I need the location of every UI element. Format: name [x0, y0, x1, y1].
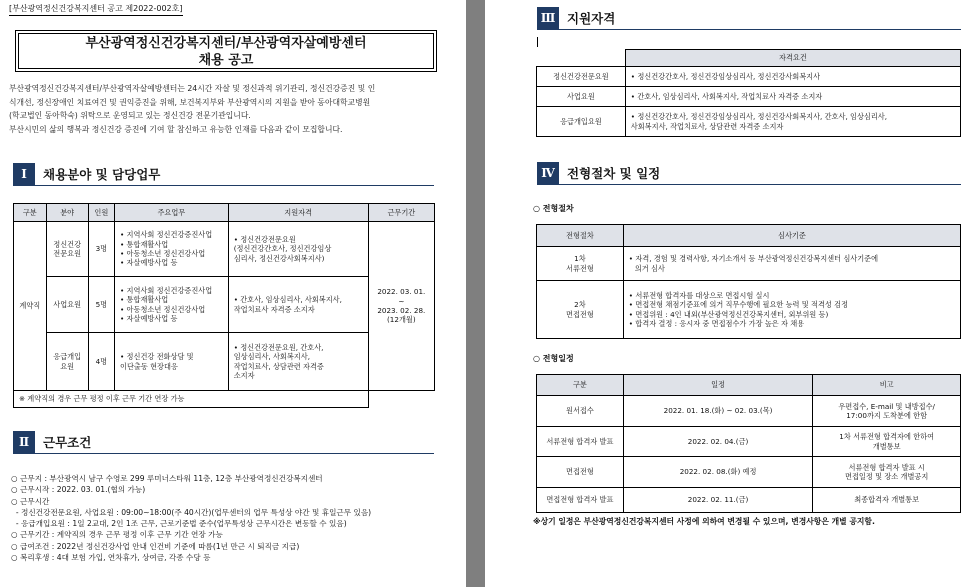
schedule-table — [536, 374, 961, 513]
note-cell — [813, 396, 961, 427]
note-line: 서류전형 합격자 발표 시 — [848, 462, 925, 472]
col-header: 구분 — [14, 204, 47, 222]
title-box — [15, 30, 437, 72]
col-header: 근무기간 — [368, 204, 434, 222]
criteria-cell — [623, 281, 960, 339]
row-label: 응급개입요원 — [537, 107, 626, 137]
category-cell: 계약직 — [14, 222, 47, 391]
blank-cell — [537, 50, 626, 67]
table-row — [537, 247, 961, 281]
qual-line: • 정신건강전문요원, 간호사, — [233, 342, 324, 352]
count-cell: 5명 — [88, 277, 114, 333]
list-item: ○ 근무시간 — [11, 496, 50, 506]
qual-line: • 간호사, 임상심리사, 사회복지사, — [233, 295, 342, 305]
criteria-line: • 합격자 결정 : 응시자 중 면접점수가 가장 높은 자 채용 — [628, 318, 805, 328]
schedule-footnote: ※상기 일정은 부산광역정신건강복지센터 사정에 의하여 변경될 수 있으며, 변경사항은 개별 공지함. — [533, 517, 875, 526]
duty-line: • 아동청소년 정신건강사업 — [120, 304, 206, 314]
duty-line: • 자살예방사업 등 — [120, 313, 178, 323]
stage-cell: 원서접수 — [537, 396, 624, 427]
field-cell: 사업요원 — [46, 277, 88, 333]
text-line: • 정신건강간호사, 정신건강임상심리사, 정신건강사회복지사, 간호사, 임상심리사, — [630, 112, 888, 122]
date-cell: 2022. 02. 04.(금) — [623, 427, 813, 457]
table-row — [537, 281, 961, 339]
criteria-line: • 면접전형 채점기준표에 의거 직무수행에 필요한 능력 및 적격성 검정 — [628, 300, 849, 310]
qual-line: 작업치료사 자격증 소지자 — [233, 304, 315, 314]
list-item: ○ 급여조건 : 2022년 정신건강사업 안내 인건비 기준에 따름(1년 만근 시 퇴직금 지급) — [11, 541, 300, 551]
table-row — [537, 107, 961, 137]
note-line: 우편접수, E-mail 및 내방접수/ — [838, 401, 935, 411]
intro-line: 부산광역정신건강복지센터/부산광역자살예방센터는 24시간 자살 및 정신과적 위기관리, 정신건강증진 및 인 — [9, 84, 376, 93]
table-row — [537, 67, 961, 87]
field-cell — [46, 222, 88, 277]
criteria-line: 의거 심사 — [634, 263, 665, 273]
table-row — [537, 427, 961, 457]
quals-cell — [228, 222, 368, 277]
section-3-heading — [537, 8, 961, 30]
note-cell — [813, 457, 961, 488]
qual-line: 심리사, 정신건강사회복지사) — [233, 253, 325, 263]
section-number: Ⅲ — [537, 7, 559, 29]
intro-line: (학교법인 동아학숙) 위탁으로 운영되고 있는 정신건강 전문기관입니다. — [9, 111, 251, 120]
section-title: 전형절차 및 일정 — [567, 166, 661, 181]
qual-line: 소지자 — [233, 370, 255, 380]
duty-line: • 통합재활사업 — [120, 295, 169, 305]
list-item: ○ 근무지 : 부산광역시 남구 수영로 299 루미너스타워 11층, 12층 부산광역정신건강복지센터 — [11, 474, 323, 483]
period-line: 2022. 03. 01. — [377, 287, 426, 297]
stage-line: 1차 — [574, 254, 586, 264]
duties-cell — [115, 333, 229, 391]
field-line: 정신건강 — [53, 239, 82, 249]
criteria-line: • 자격, 경험 및 경력사항, 자기소개서 등 부산광역정신건강복지센터 심사기준에 — [628, 254, 879, 264]
period-line: (12개월) — [387, 315, 416, 325]
list-item: ○ 근무기간 : 계약직의 경우 근무 평정 이후 근무 기간 연장 가능 — [11, 530, 223, 540]
qual-line: • 정신건강전문요원 — [233, 234, 296, 244]
stage-cell: 서류전형 합격자 발표 — [537, 427, 624, 457]
section-title: 채용분야 및 담당업무 — [43, 167, 161, 182]
field-line: 요원 — [60, 361, 75, 371]
section-4-heading — [537, 163, 961, 185]
criteria-line: • 서류전형 합격자를 대상으로 면접시험 실시 — [628, 290, 770, 300]
col-header: 주요업무 — [115, 204, 229, 222]
section-number: Ⅰ — [13, 163, 35, 185]
col-header: 자격요건 — [625, 50, 960, 67]
col-header: 전형절차 — [537, 225, 624, 247]
intro-line: 부산시민의 삶의 행복과 정신건강 증진에 기여 할 참신하고 유능한 인재를 다음과 같이 모집합니다. — [9, 124, 343, 134]
field-line: 전문요원 — [53, 249, 82, 258]
col-header: 일정 — [623, 375, 813, 396]
duty-line: • 정신건강 전화상담 및 — [120, 352, 194, 362]
duties-cell — [115, 277, 229, 333]
text-cursor — [537, 37, 538, 47]
row-text — [625, 107, 960, 137]
date-cell: 2022. 02. 11.(금) — [623, 488, 813, 513]
duty-line: • 통합재활사업 — [120, 239, 169, 249]
quals-cell — [228, 277, 368, 333]
text-line: 사회복지사, 작업치료사, 상담관련 자격증 소지자 — [630, 121, 784, 131]
count-cell: 4명 — [88, 333, 114, 391]
list-item: - 응급개입요원 : 1일 2교대, 2인 1조 근무, 근로기준법 준수(업무특성상 근무시간은 변동할 수 있음) — [11, 519, 347, 529]
duty-line: • 지역사회 정신건강증진사업 — [120, 285, 213, 295]
section-title: 근무조건 — [43, 435, 92, 450]
table-row — [537, 457, 961, 488]
intro-line: 식개선, 정신장애인 치료여건 및 권익증진을 위해, 보건복지부와 부산광역시의 지원을 받아 동아대학교병원 — [9, 97, 371, 107]
table-row — [14, 222, 435, 277]
table-row — [14, 391, 435, 408]
table-row — [537, 396, 961, 427]
section-1-heading — [13, 164, 434, 186]
procedure-subheading: ○ 전형절차 — [533, 204, 574, 213]
list-item: ○ 근무시작 : 2022. 03. 01.(협의 가능) — [11, 485, 146, 495]
stage-line: 서류전형 — [566, 263, 594, 273]
field-line: 응급개입 — [53, 352, 82, 362]
duty-line: • 아동청소년 정신건강사업 — [120, 249, 206, 258]
title-line-2: 채용 공고 — [198, 53, 254, 68]
note-line: 면접일정 및 장소 개별공지 — [845, 472, 929, 481]
qualification-table — [536, 49, 961, 137]
period-line: ~ — [398, 296, 405, 306]
table-row — [537, 87, 961, 107]
criteria-line: • 면접위원 : 4인 내외(부산광역정신건강복지센터, 외부위원 등) — [628, 309, 829, 319]
count-cell: 3명 — [88, 222, 114, 277]
date-cell: 2022. 02. 08.(화) 예정 — [623, 457, 813, 488]
period-cell — [368, 222, 434, 391]
list-item: ○ 복리후생 : 4대 보험 가입, 연차휴가, 상여금, 각종 수당 등 — [11, 553, 211, 563]
duty-line: • 지역사회 정신건강증진사업 — [120, 230, 213, 240]
col-header: 구분 — [537, 375, 624, 396]
document-page-right — [485, 0, 969, 587]
note-line: 17:00까지 도착분에 한함 — [846, 411, 928, 420]
row-text: • 정신건강간호사, 정신건강임상심리사, 정신건강사회복지사 — [625, 67, 960, 87]
schedule-subheading: ○ 전형일정 — [533, 354, 574, 363]
note-line: 1차 서류전형 합격자에 한하여 — [839, 432, 935, 442]
duty-line: • 자살예방사업 등 — [120, 258, 178, 268]
stage-line: 면접전형 — [566, 309, 594, 319]
qual-line: 작업치료사, 상담관련 자격증 — [233, 361, 324, 371]
qual-line: 임상심리사, 사회복지사, — [233, 352, 310, 362]
period-line: 2023. 02. 28. — [377, 306, 426, 315]
working-conditions-list — [11, 473, 463, 563]
col-header: 비고 — [813, 375, 961, 396]
duty-line: 이단출동 현장대응 — [120, 361, 178, 371]
stage-cell: 면접전형 합격자 발표 — [537, 488, 624, 513]
notice-number: [부산광역정신건강복지센터 공고 제2022-002호] — [9, 3, 183, 16]
title-line-1: 부산광역정신건강복지센터/부산광역자살예방센터 — [85, 36, 367, 51]
duties-cell — [115, 222, 229, 277]
stage-line: 2차 — [574, 300, 586, 310]
table-note: ※ 계약직의 경우 근무 평정 이후 근무 기간 연장 가능 — [14, 391, 369, 408]
row-text: • 간호사, 임상심리사, 사회복지사, 작업치료사 자격증 소지자 — [625, 87, 960, 107]
criteria-cell — [623, 247, 960, 281]
recruitment-table — [13, 203, 435, 408]
col-header: 지원자격 — [228, 204, 368, 222]
table-row — [537, 488, 961, 513]
col-header: 심사기준 — [623, 225, 960, 247]
stage-cell: 면접전형 — [537, 457, 624, 488]
list-item: - 정신건강전문요원, 사업요원 : 09:00~18:00(주 40시간)(업무센터의 업무 특성상 야간 및 휴일근무 있음) — [11, 507, 372, 517]
quals-cell — [228, 333, 368, 391]
stage-cell — [537, 281, 624, 339]
field-cell — [46, 333, 88, 391]
section-2-heading — [13, 432, 434, 454]
section-number: Ⅳ — [537, 162, 559, 184]
note-cell: 최종합격자 개별통보 — [813, 488, 961, 513]
page-title — [18, 33, 434, 69]
intro-paragraph — [9, 82, 457, 136]
procedure-table — [536, 224, 961, 339]
note-cell — [813, 427, 961, 457]
section-number: Ⅱ — [13, 431, 35, 453]
row-label: 사업요원 — [537, 87, 626, 107]
row-label: 정신건강전문요원 — [537, 67, 626, 87]
note-line: 개별통보 — [872, 441, 901, 451]
col-header: 분야 — [46, 204, 88, 222]
date-cell: 2022. 01. 18.(화) ~ 02. 03.(목) — [623, 396, 813, 427]
section-title: 지원자격 — [567, 11, 616, 26]
qual-line: (정신건강간호사, 정신건강임상 — [233, 244, 332, 254]
document-page-left — [0, 0, 466, 587]
stage-cell — [537, 247, 624, 281]
col-header: 인원 — [88, 204, 114, 222]
